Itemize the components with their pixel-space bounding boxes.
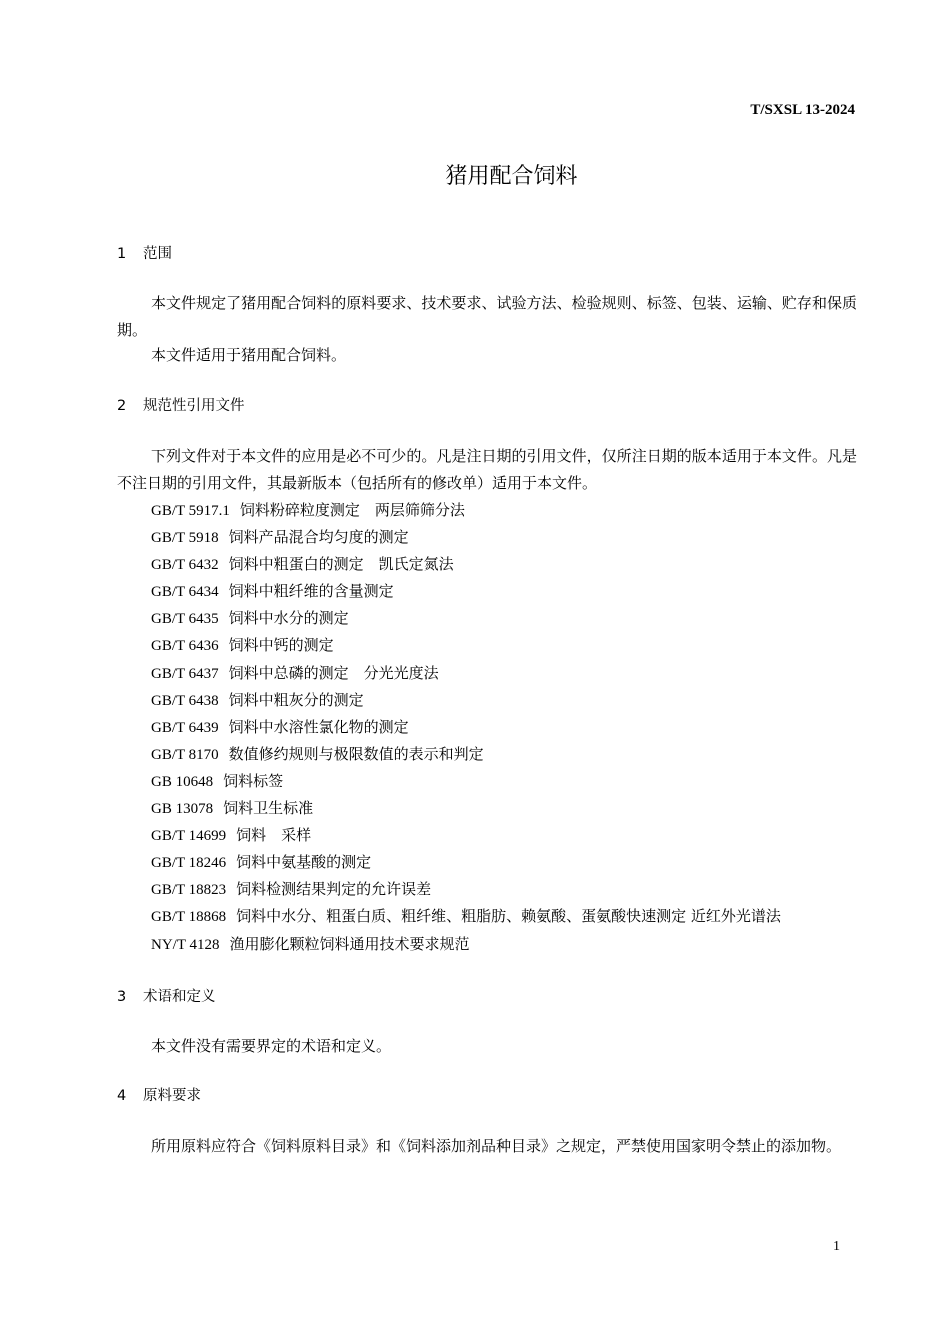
reference-title: 饲料粉碎粒度测定 两层筛筛分法 <box>239 501 465 519</box>
reference-item <box>151 931 781 958</box>
section-title: 术语和定义 <box>143 989 216 1005</box>
reference-item <box>151 822 781 849</box>
reference-item <box>151 687 781 714</box>
reference-title: 饲料 采样 <box>236 826 312 845</box>
reference-code: GB/T 6438 <box>151 692 219 709</box>
reference-title: 饲料中氨基酸的测定 <box>236 853 372 872</box>
page-number: 1 <box>833 1239 840 1254</box>
section-number: 1 <box>117 246 127 262</box>
reference-code: NY/T 4128 <box>151 936 220 953</box>
reference-item <box>151 795 781 822</box>
section-heading-scope <box>117 244 172 264</box>
reference-title: 饲料卫生标准 <box>223 799 314 818</box>
reference-item <box>151 876 781 903</box>
section-title: 规范性引用文件 <box>143 398 245 414</box>
reference-item <box>151 632 781 659</box>
reference-title: 饲料中水分、粗蛋白质、粗纤维、粗脂肪、赖氨酸、蛋氨酸快速测定 近红外光谱法 <box>236 907 781 926</box>
scope-paragraph-1: 本文件规定了猪用配合饲料的原料要求、技术要求、试验方法、检验规则、标签、包装、运输、贮存和保质期。 <box>117 294 857 339</box>
reference-item <box>151 849 781 876</box>
reference-title: 饲料中钙的测定 <box>228 636 334 655</box>
reference-code: GB 13078 <box>151 801 214 818</box>
document-code: T/SXSL 13-2024 <box>750 102 855 118</box>
scope-paragraph-2: 本文件适用于猪用配合饲料。 <box>151 346 347 364</box>
reference-code: GB/T 18246 <box>151 855 227 872</box>
reference-code: GB/T 18868 <box>151 909 227 926</box>
reference-code: GB/T 6437 <box>151 665 219 682</box>
reference-title: 饲料中粗灰分的测定 <box>228 690 364 709</box>
section-number: 4 <box>117 1088 127 1104</box>
reference-title: 饲料产品混合均匀度的测定 <box>228 528 409 547</box>
reference-code: GB 10648 <box>151 773 214 790</box>
reference-code: GB/T 6436 <box>151 638 219 655</box>
reference-code: GB/T 6439 <box>151 719 219 736</box>
section-heading-normative <box>117 396 245 416</box>
reference-title: 饲料检测结果判定的允许误差 <box>236 880 432 899</box>
reference-title: 饲料标签 <box>223 771 284 790</box>
reference-title: 饲料中水溶性氯化物的测定 <box>228 717 409 736</box>
reference-code: GB/T 6432 <box>151 557 219 574</box>
section-heading-terms <box>117 987 216 1007</box>
reference-item <box>151 768 781 795</box>
reference-code: GB/T 14699 <box>151 828 227 845</box>
reference-title: 数值修约规则与极限数值的表示和判定 <box>228 744 484 763</box>
reference-title: 饲料中水分的测定 <box>228 609 349 628</box>
normative-intro: 下列文件对于本文件的应用是必不可少的。凡是注日期的引用文件，仅所注日期的版本适用于本文件。凡是不注日期的引用文件，其最新版本（包括所有的修改单）适用于本文件。 <box>117 447 857 492</box>
reference-code: GB/T 5918 <box>151 530 219 547</box>
reference-title: 渔用膨化颗粒饲料通用技术要求规范 <box>229 934 470 953</box>
reference-item <box>151 497 781 524</box>
reference-item <box>151 605 781 632</box>
section-number: 3 <box>117 989 127 1005</box>
section-number: 2 <box>117 398 127 414</box>
reference-item <box>151 660 781 687</box>
reference-title: 饲料中总磷的测定 分光光度法 <box>228 663 439 682</box>
section-title: 原料要求 <box>143 1088 201 1104</box>
reference-title: 饲料中粗纤维的含量测定 <box>228 582 394 601</box>
reference-title: 饲料中粗蛋白的测定 凯氏定氮法 <box>228 555 454 574</box>
reference-list <box>151 497 781 958</box>
reference-item <box>151 741 781 768</box>
reference-item <box>151 524 781 551</box>
reference-item <box>151 903 781 930</box>
materials-paragraph: 所用原料应符合《饲料原料目录》和《饲料添加剂品种目录》之规定，严禁使用国家明令禁止的添加物。 <box>151 1137 842 1155</box>
section-heading-materials <box>117 1086 201 1106</box>
reference-code: GB/T 18823 <box>151 882 227 899</box>
terms-paragraph: 本文件没有需要界定的术语和定义。 <box>151 1037 392 1055</box>
reference-item <box>151 578 781 605</box>
section-title: 范围 <box>143 246 172 262</box>
reference-code: GB/T 6435 <box>151 611 219 628</box>
document-title: 猪用配合饲料 <box>445 164 578 189</box>
reference-item <box>151 551 781 578</box>
reference-item <box>151 714 781 741</box>
reference-code: GB/T 8170 <box>151 746 219 763</box>
reference-code: GB/T 6434 <box>151 584 219 601</box>
reference-code: GB/T 5917.1 <box>151 503 230 519</box>
